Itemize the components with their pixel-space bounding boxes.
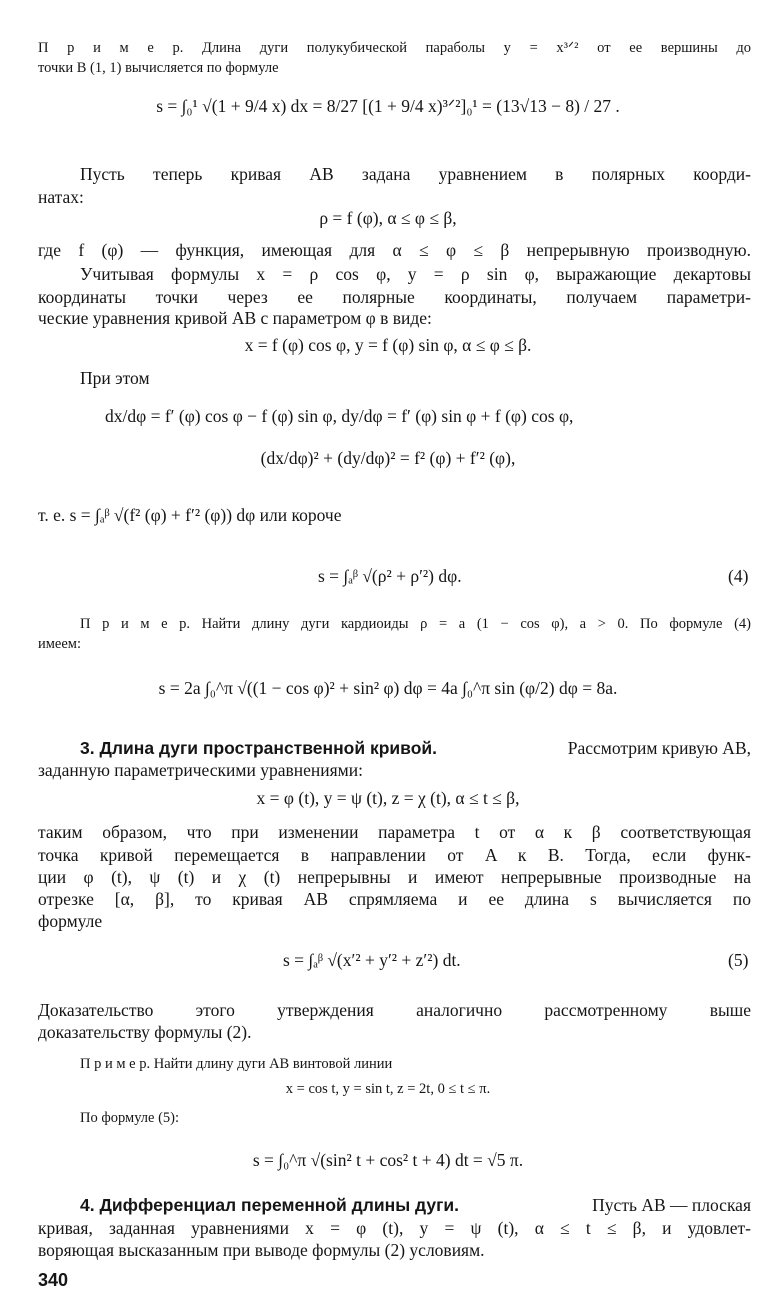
section-3-intro: Рассмотрим кривую AB, <box>567 738 751 758</box>
formula-space-curve: x = φ (t), y = ψ (t), z = χ (t), α ≤ t ≤ β, <box>256 788 520 808</box>
section-3-heading-line <box>80 738 751 759</box>
formula-length-polar: т. е. s = ∫ₐᵝ √(f² (φ) + f′² (φ)) dφ или короче <box>38 505 342 525</box>
paragraph-polar-line-1: Пусть теперь кривая AB задана уравнением в полярных коорди- <box>80 164 751 184</box>
paragraph-cartesian-line-3: ческие уравнения кривой AB с параметром φ в виде: <box>38 308 432 328</box>
section-4-line-2: кривая, заданная уравнениями x = φ (t), y = ψ (t), α ≤ t ≤ β, и удовлет- <box>38 1218 751 1238</box>
example-3-equations: x = cos t, y = sin t, z = 2t, 0 ≤ t ≤ π. <box>285 1081 491 1097</box>
formula-derivatives: dx/dφ = f′ (φ) cos φ − f (φ) sin φ, dy/dφ = f′ (φ) sin φ + f (φ) cos φ, <box>105 406 574 426</box>
section-4-line-3: воряющая высказанным при выводе формулы (2) условиям. <box>38 1240 485 1260</box>
example-1-formula: s = ∫₀¹ √(1 + 9/4 x) dx = 8/27 [(1 + 9/4 x)³ᐟ²]₀¹ = (13√13 − 8) / 27 . <box>156 96 620 116</box>
example-3-line-1: П р и м е р. Найти длину дуги AB винтовой линии <box>80 1056 393 1072</box>
section-4-heading-line <box>80 1195 751 1216</box>
formula-5-number: (5) <box>728 950 749 970</box>
paragraph-space-line-2: точка кривой перемещается в направлении от A к B. Тогда, если функ- <box>38 845 751 865</box>
paragraph-space-line-3: ции φ (t), ψ (t) и χ (t) непрерывны и имеют непрерывные производные на <box>38 867 751 887</box>
example-1-line-2: точки B (1, 1) вычисляется по формуле <box>38 60 279 76</box>
section-3-line-2: заданную параметрическими уравнениями: <box>38 760 363 780</box>
example-3-line-2: По формуле (5): <box>80 1110 180 1126</box>
example-1-line-1: П р и м е р. Длина дуги полукубической параболы y = x³ᐟ² от ее вершины до <box>38 40 751 56</box>
section-4-heading: 4. Дифференциал переменной длины дуги. <box>80 1195 459 1215</box>
example-2-line-2: имеем: <box>38 636 82 652</box>
paragraph-polar-line-2: натах: <box>38 187 84 207</box>
formula-4-number: (4) <box>728 566 749 586</box>
section-4-intro: Пусть AB — плоская <box>592 1195 751 1215</box>
paragraph-space-line-1: таким образом, что при изменении параметра t от α к β соответствующая <box>38 822 751 842</box>
page-number: 340 <box>38 1270 69 1290</box>
formula-sum-of-squares: (dx/dφ)² + (dy/dφ)² = f² (φ) + f′² (φ), <box>260 448 516 468</box>
example-2-line-1: П р и м е р. Найти длину дуги кардиоиды ρ = a (1 − cos φ), a > 0. По формуле (4) <box>80 616 751 632</box>
paragraph-proof-line-1: Доказательство этого утверждения аналогично рассмотренному выше <box>38 1000 751 1020</box>
formula-polar: ρ = f (φ), α ≤ φ ≤ β, <box>319 208 457 228</box>
formula-parametric: x = f (φ) cos φ, y = f (φ) sin φ, α ≤ φ ≤ β. <box>244 335 532 355</box>
section-3-heading: 3. Длина дуги пространственной кривой. <box>80 738 437 758</box>
paragraph-cartesian-line-1: Учитывая формулы x = ρ cos φ, y = ρ sin φ, выражающие декартовы <box>80 264 751 284</box>
example-2-formula: s = 2a ∫₀^π √((1 − cos φ)² + sin² φ) dφ = 4a ∫₀^π sin (φ/2) dφ = 8a. <box>158 678 618 698</box>
paragraph-cartesian-line-2: координаты точки через ее полярные координаты, получаем параметри- <box>38 287 751 307</box>
formula-4: s = ∫ₐᵝ √(ρ² + ρ′²) dφ. <box>318 566 462 586</box>
paragraph-space-line-4: отрезке [α, β], то кривая AB спрямляема и ее длина s вычисляется по <box>38 889 751 909</box>
formula-5: s = ∫ₐᵝ √(x′² + y′² + z′²) dt. <box>283 950 461 970</box>
paragraph-function-line: где f (φ) — функция, имеющая для α ≤ φ ≤ β непрерывную производную. <box>38 240 751 260</box>
paragraph-at-this: При этом <box>80 368 150 388</box>
paragraph-proof-line-2: доказательству формулы (2). <box>38 1022 252 1042</box>
example-3-formula: s = ∫₀^π √(sin² t + cos² t + 4) dt = √5 π. <box>252 1150 524 1170</box>
paragraph-space-line-5: формуле <box>38 911 103 931</box>
